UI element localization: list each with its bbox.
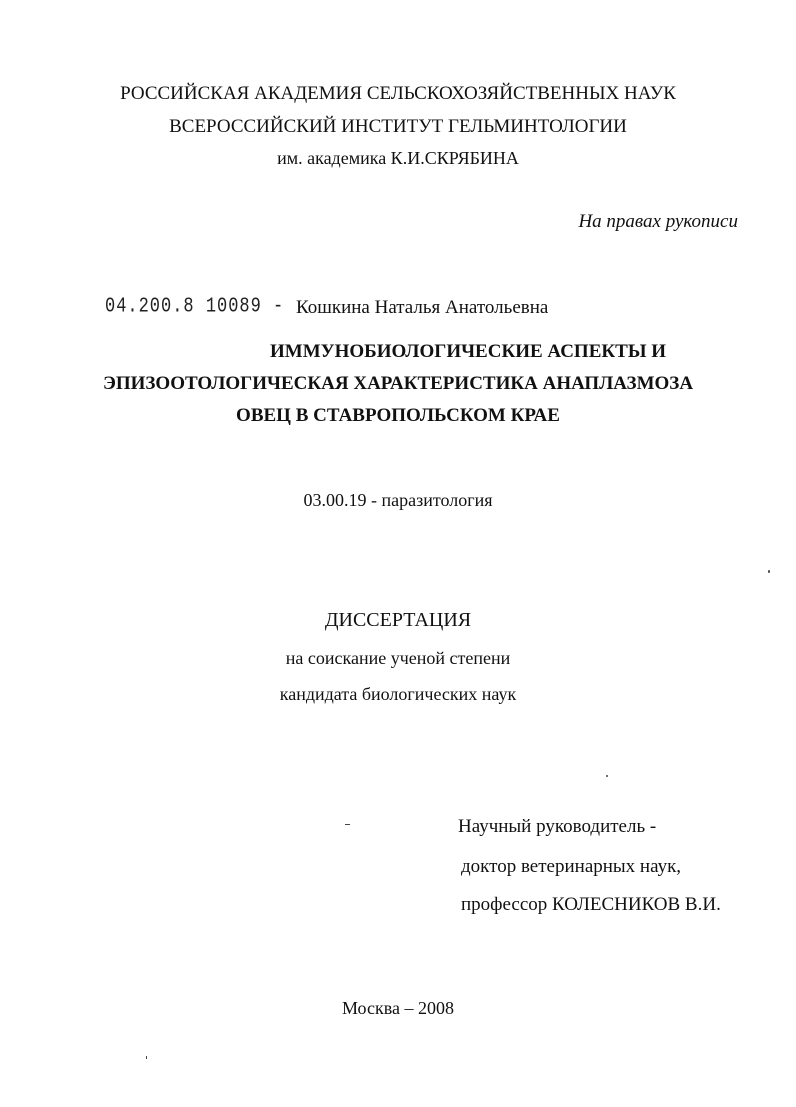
document-type: ДИССЕРТАЦИЯ bbox=[324, 609, 472, 631]
library-stamp-number: 04.200.8 10089 - bbox=[105, 295, 285, 319]
scan-speck bbox=[345, 824, 350, 825]
institute-named-after: им. академика К.И.СКРЯБИНА bbox=[277, 148, 519, 168]
title-line-1: ИММУНОБИОЛОГИЧЕСКИЕ АСПЕКТЫ И bbox=[269, 341, 667, 362]
degree-purpose: на соискание ученой степени bbox=[285, 648, 511, 668]
supervisor-title: доктор ветеринарных наук, bbox=[461, 856, 682, 877]
scan-speck bbox=[768, 570, 770, 573]
title-line-3: ОВЕЦ В СТАВРОПОЛЬСКОМ КРАЕ bbox=[236, 405, 560, 426]
scan-speck bbox=[606, 775, 608, 777]
degree-name: кандидата биологических наук bbox=[279, 684, 517, 704]
city-year: Москва – 2008 bbox=[342, 998, 454, 1018]
manuscript-note: На правах рукописи bbox=[578, 211, 738, 232]
academy-name: РОССИЙСКАЯ АКАДЕМИЯ СЕЛЬСКОХОЗЯЙСТВЕННЫХ НАУК bbox=[120, 83, 676, 104]
scan-speck bbox=[146, 1056, 147, 1059]
institute-name: ВСЕРОССИЙСКИЙ ИНСТИТУТ ГЕЛЬМИНТОЛОГИИ bbox=[169, 116, 627, 137]
author-name: Кошкина Наталья Анатольевна bbox=[296, 297, 549, 318]
title-line-2: ЭПИЗООТОЛОГИЧЕСКАЯ ХАРАКТЕРИСТИКА АНАПЛАЗМОЗА bbox=[102, 373, 694, 394]
supervisor-name: профессор КОЛЕСНИКОВ В.И. bbox=[461, 894, 721, 915]
specialty-code: 03.00.19 - паразитология bbox=[303, 490, 493, 510]
supervisor-label: Научный руководитель - bbox=[458, 816, 657, 837]
